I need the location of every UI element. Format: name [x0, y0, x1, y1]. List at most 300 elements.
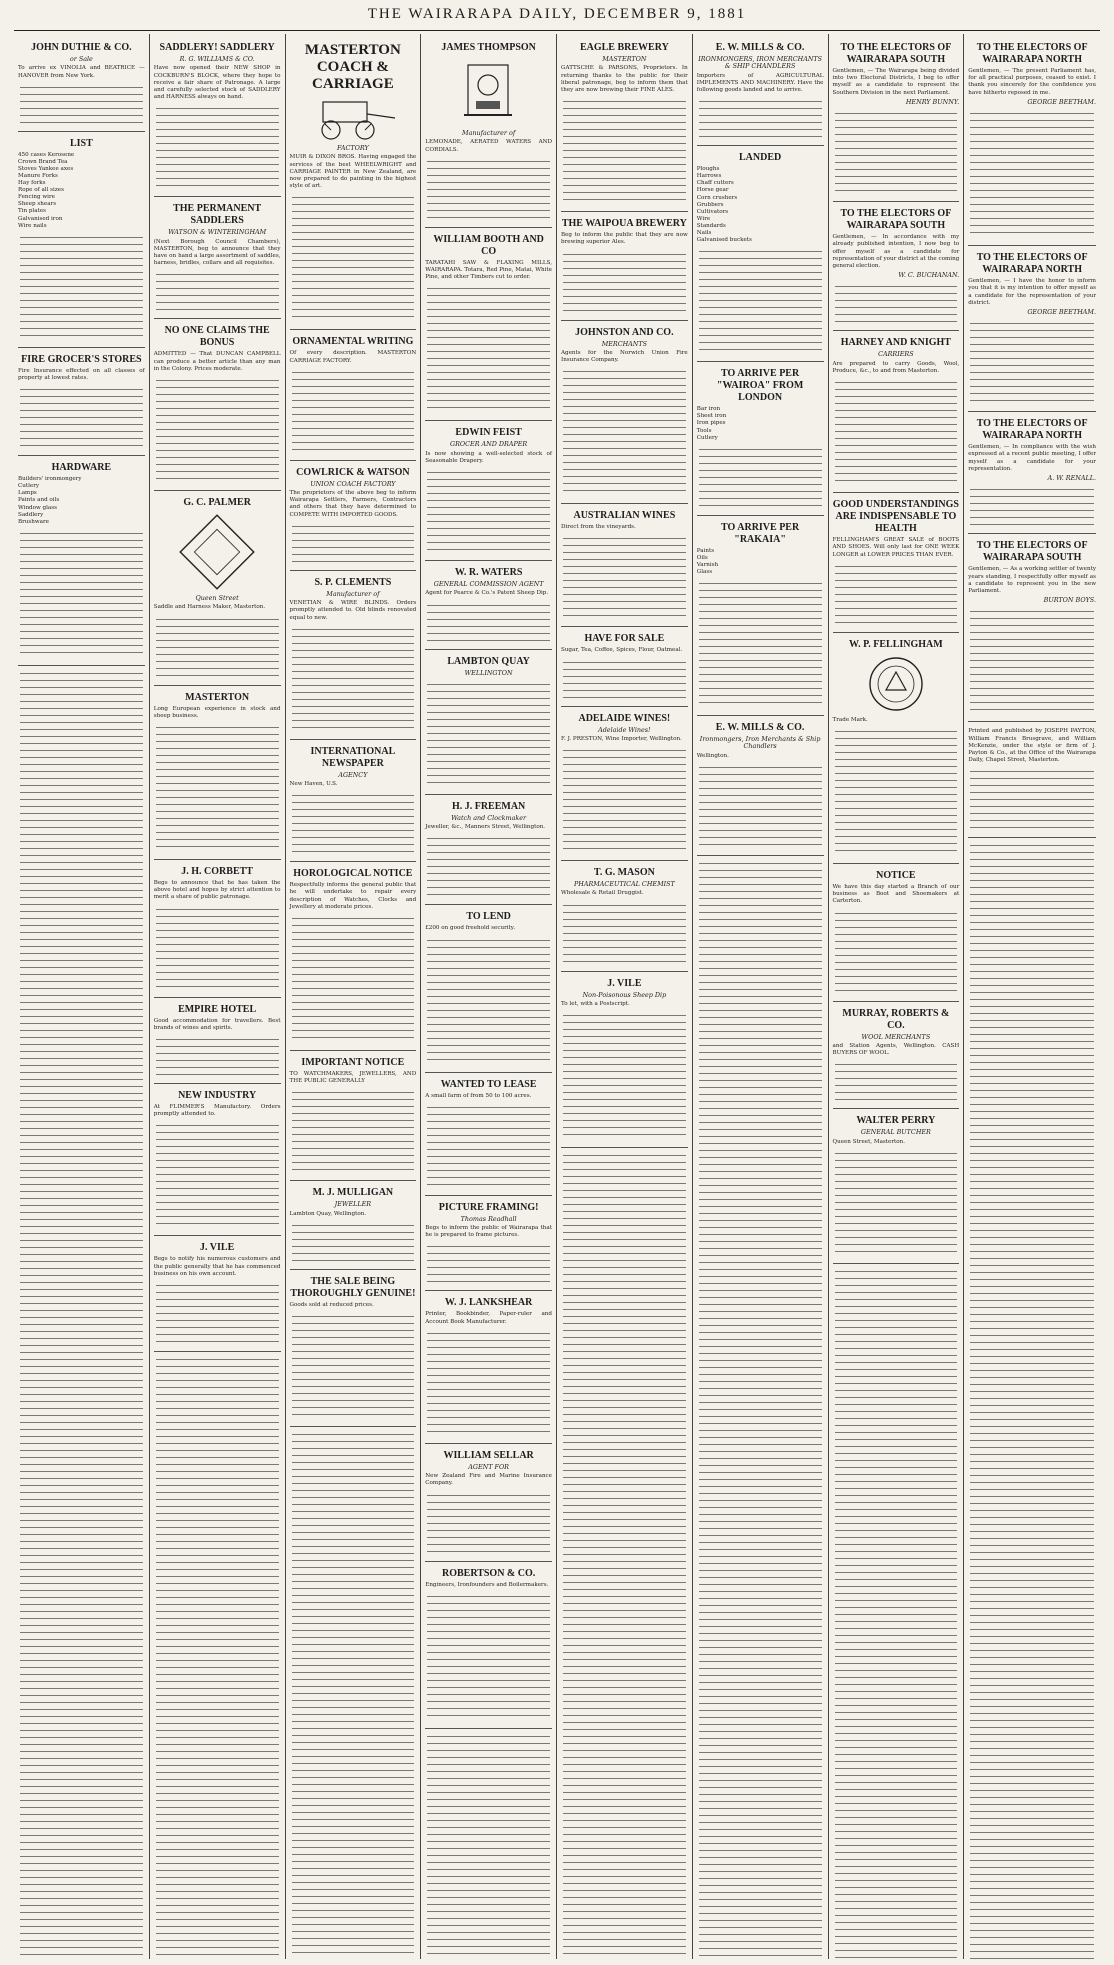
ad-list-item: Brushware	[18, 518, 49, 525]
ad-list-item: Tools	[696, 427, 712, 434]
advertisement	[290, 461, 417, 571]
ad-list-item: Glass	[696, 568, 713, 575]
ad-heading: ADELAIDE WINES!	[578, 712, 671, 724]
ad-illustration	[290, 96, 417, 142]
fine-print	[427, 834, 550, 896]
ad-heading: J. VILE	[199, 1242, 235, 1254]
ad-body: Jeweller, &c., Manners Street, Wellington.	[425, 824, 546, 831]
ad-list-item: Builders' ironmongery	[18, 476, 82, 483]
ad-body: Printed and published by JOSEPH PAYTON, William Francis Brusgrave, and William McKenzie, under the style or firm of J. Payton & Co., at the Office of the Wairarapa Daily, Chapel Street, Masterton.	[968, 728, 1096, 764]
fine-print	[699, 97, 822, 137]
ad-heading: JOHN DUTHIE & CO.	[31, 42, 132, 53]
ad-subheading: MERCHANTS	[601, 339, 648, 348]
masthead: THE WAIRARAPA DAILY, DECEMBER 9, 1881	[367, 6, 747, 22]
ad-heading: J. VILE	[607, 977, 642, 989]
fine-print	[156, 615, 279, 677]
ad-list-item: Sheet iron	[696, 413, 727, 420]
ad-list-item: Ploughs	[696, 166, 720, 173]
fine-print	[427, 1592, 550, 1720]
column-fine-print	[156, 1355, 279, 1959]
ad-heading: WILLIAM BOOTH AND CO	[433, 233, 544, 257]
ad-heading: HOROLOGICAL NOTICE	[293, 868, 413, 880]
ad-heading: EDWIN FEIST	[455, 427, 522, 439]
ad-body: Engineers, Ironfounders and Boilermakers.	[425, 1581, 549, 1588]
column-7	[829, 34, 965, 1959]
ad-body: £200 on good freehold security.	[425, 925, 515, 932]
ad-subheading: FACTORY	[337, 144, 369, 152]
advertisement	[833, 36, 960, 202]
ad-body: Lambton Quay, Wellington.	[289, 1210, 367, 1217]
ad-body: and Station Agents, Wellington. CASH BUYERS OF WOOL.	[832, 1042, 960, 1057]
fine-print	[427, 1242, 550, 1282]
ad-list-item: Tin plates	[18, 208, 47, 215]
fine-print	[292, 1088, 415, 1172]
ad-body: The proprietors of the above beg to inform Wairarapa Settlers, Farmers, Contractors and others that they have determined to COMPETE WITH IMPORTED GOODS.	[289, 490, 417, 518]
advertisement	[425, 1291, 552, 1443]
advertisement	[697, 36, 824, 146]
ad-illustration	[833, 654, 960, 714]
ad-list-item: Sheep shears	[18, 201, 57, 208]
ad-signature: W. C. BUCHANAN.	[898, 271, 960, 280]
advertisement	[290, 1181, 417, 1270]
ad-subheading: Manufacturer of	[462, 129, 516, 137]
fine-print	[20, 233, 143, 339]
ad-body: Gentlemen, — In compliance with the wish expressed at a recent public meeting, I offer myself as a candidate for your representation.	[968, 444, 1096, 472]
ad-subheading: AGENT FOR	[468, 1462, 509, 1471]
ad-heading: M. J. MULLIGAN	[312, 1187, 394, 1199]
advertisement	[561, 36, 688, 212]
ad-heading: EMPIRE HOTEL	[178, 1003, 257, 1015]
ad-body: Gentlemen, — The Wairarapa being divided into two Electoral Districts, I beg to offer myself as a candidate to represent the Southern Division in the next Parliament.	[832, 68, 960, 96]
advertisement	[697, 516, 824, 716]
ad-list-item: Hay forks	[18, 180, 46, 187]
ad-list-item: 450 cases Kerosene	[18, 151, 75, 158]
ad-subheading: Ironmongers, Iron Merchants & Ship Chandlers	[699, 735, 821, 751]
column-4	[421, 34, 557, 1959]
fine-print	[292, 1312, 415, 1418]
ad-list-item: Horse gear	[696, 187, 729, 194]
ad-signature: A. W. RENALL.	[1047, 474, 1096, 483]
fine-print	[970, 607, 1094, 713]
ad-subheading: AGENCY	[338, 770, 368, 779]
advertisement	[154, 1236, 281, 1352]
ad-heading: ORNAMENTAL WRITING	[292, 336, 414, 348]
advertisement	[425, 36, 552, 228]
ad-list	[697, 406, 824, 441]
ad-list-item: Stoves Yankee axes	[18, 165, 74, 172]
ad-body: Beg to inform the public that they are now brewing superior Ales.	[561, 232, 688, 246]
fine-print	[835, 1060, 958, 1100]
ad-subheading: WATSON & WINTERINGHAM	[168, 228, 267, 237]
ad-body: Direct from the vineyards.	[561, 524, 636, 531]
ad-body: F. J. PRESTON, Wine Importer, Wellington.	[561, 735, 682, 742]
ad-heading: GOOD UNDERSTANDINGS ARE INDISPENSABLE TO HEALTH	[832, 499, 959, 535]
ad-body: New Haven, U.S.	[289, 781, 338, 788]
ad-body: Begs to announce that he has taken the above hotel and hopes by strict attention to merit a share of public patronage.	[153, 879, 281, 901]
advertisement	[561, 321, 688, 505]
fine-print	[156, 376, 279, 482]
fine-print	[156, 905, 279, 989]
ad-list-item: Saddlery	[18, 511, 44, 518]
ad-list-item: Cutlery	[18, 483, 40, 490]
ad-list	[18, 152, 145, 230]
ad-body: Printer, Bookbinder, Paper-ruler and Account Book Manufacturer.	[425, 1311, 552, 1325]
ad-body: We have this day started a Branch of our business as Boot and Shoemakers at Carterton.	[832, 883, 960, 905]
column-1	[14, 34, 150, 1959]
advertisement	[154, 998, 281, 1084]
ad-heading: LANDED	[739, 152, 782, 164]
ad-heading: IMPORTANT NOTICE	[301, 1057, 405, 1069]
ad-list	[697, 166, 824, 244]
ad-body: Sugar, Tea, Coffee, Spices, Flour, Oatmeal.	[561, 647, 683, 654]
ad-list-item: Wire	[696, 215, 711, 222]
advertisement	[290, 571, 417, 740]
ad-list-item: Rope of all sizes	[18, 187, 64, 194]
advertisement	[290, 1051, 417, 1181]
column-fine-print	[835, 1267, 958, 1959]
advertisement	[561, 861, 688, 972]
fine-print	[563, 658, 686, 698]
advertisement	[290, 1270, 417, 1427]
ad-list-item: Iron pipes	[696, 420, 726, 427]
advertisement	[833, 493, 960, 633]
ad-body: Goods sold at reduced prices.	[289, 1301, 374, 1308]
advertisement	[18, 348, 145, 456]
ad-heading: JAMES THOMPSON	[441, 42, 536, 53]
ad-list-item: Chaff cutters	[696, 180, 734, 187]
ad-list	[18, 476, 145, 526]
ad-body: (Next Borough Council Chambers), MASTERTON, beg to announce that they have on hand a large assortment of saddles, harness, bridles, collars and all requisites.	[153, 238, 281, 267]
fine-print	[835, 727, 958, 855]
advertisement	[561, 707, 688, 862]
column-6	[693, 34, 829, 1959]
advertisement	[425, 421, 552, 561]
ad-subheading: WOOL MERCHANTS	[861, 1032, 931, 1041]
ad-body: Importers of AGRICULTURAL IMPLEMENTS AND MACHINERY. Have the following goods landed and to arrive.	[696, 72, 824, 93]
ad-heading: T. G. MASON	[593, 867, 655, 879]
ad-body: Have now opened their NEW SHOP in COCKBURN'S BLOCK, where they hope to receive a fair share of Patronage. A large and carefully selected stock of SADDLERY and HARNESS always on hand.	[153, 65, 281, 101]
ad-body: Gentlemen, — As a working settler of twenty years standing, I respectfully offer myself as a candidate to represent you in the new Parliament.	[968, 566, 1096, 594]
fine-print	[156, 1121, 279, 1227]
ad-body: Of every description. MASTERTON CARRIAGE FACTORY.	[289, 350, 417, 364]
fine-print	[563, 367, 686, 495]
column-5	[557, 34, 693, 1959]
fine-print	[699, 247, 822, 353]
ad-heading: W. P. FELLINGHAM	[849, 638, 943, 650]
fine-print	[292, 625, 415, 731]
ad-heading: EAGLE BREWERY	[579, 42, 669, 53]
ad-list-item: Fencing wire	[18, 194, 55, 201]
advertisement	[833, 1002, 960, 1110]
fine-print	[292, 368, 415, 452]
fine-print	[156, 104, 279, 188]
fine-print	[20, 385, 143, 447]
advertisement	[968, 412, 1096, 534]
ad-illustration	[154, 512, 281, 592]
ad-heading: JOHNSTON AND CO.	[575, 326, 674, 338]
fine-print	[699, 763, 822, 847]
ad-heading: HARNEY AND KNIGHT	[840, 337, 951, 349]
advertisement	[154, 1084, 281, 1236]
fine-print	[427, 468, 550, 552]
ad-heading: MASTERTON COACH & CARRIAGE	[304, 42, 401, 92]
ad-subheading: GENERAL BUTCHER	[860, 1128, 931, 1137]
ad-list-item: Bar iron	[696, 406, 721, 413]
ad-body: VENETIAN & WIRE BLINDS. Orders promptly attended to. Old blinds renovated equal to new.	[289, 600, 417, 621]
ad-heading: NOTICE	[876, 869, 916, 881]
advertisement	[968, 722, 1096, 838]
advertisement	[833, 633, 960, 864]
ad-list	[697, 548, 824, 576]
fine-print	[156, 1035, 279, 1075]
column-8	[964, 34, 1100, 1959]
fine-print	[427, 157, 550, 219]
fine-print	[427, 1491, 550, 1553]
ad-body: LEMONADE, AERATED WATERS AND CORDIALS.	[425, 139, 552, 153]
ad-list-item: Standards	[696, 222, 726, 229]
advertisement	[425, 1562, 552, 1729]
ad-subheading: Manufacturer of	[326, 589, 380, 598]
ad-body: ADMITTED — That DUNCAN CAMPBELL can produce a better article than any man in the Colony. Prices moderate.	[153, 351, 281, 372]
ad-heading: TO THE ELECTORS OF WAIRARAPA NORTH	[976, 418, 1088, 442]
advertisement	[833, 202, 960, 331]
ad-subheading: CARRIERS	[878, 350, 914, 359]
ad-body: New Zealand Fire and Marine Insurance Company.	[425, 1473, 552, 1487]
advertisement	[154, 686, 281, 860]
ad-heading: W. R. WATERS	[454, 567, 523, 579]
advertisement	[425, 650, 552, 795]
ad-body: To let, with a Postscript.	[561, 1000, 630, 1007]
ad-heading: LIST	[69, 137, 93, 149]
ad-heading: W. J. LANKSHEAR	[444, 1297, 533, 1309]
advertisement	[425, 228, 552, 422]
fine-print	[292, 791, 415, 853]
ad-subheading: UNION COACH FACTORY	[310, 479, 396, 488]
advertisement	[561, 972, 688, 1149]
fine-print	[292, 193, 415, 321]
fine-print	[970, 767, 1094, 829]
ad-body: Fire Insurance effected on all classes of property at lowest rates.	[18, 367, 145, 381]
column-fine-print	[563, 1151, 686, 1959]
fine-print	[835, 378, 958, 484]
ad-subheading: Queen Street	[195, 594, 239, 603]
ad-list-item: Varnish	[696, 561, 719, 568]
advertisement	[425, 1073, 552, 1196]
ad-body: Begs to inform the public of Wairarapa that he is prepared to frame pictures.	[425, 1225, 552, 1239]
ad-signature: HENRY BUNNY.	[905, 97, 960, 106]
ad-list-item: Paints	[696, 547, 715, 554]
ad-body: Agents for the Norwich Union Fire Insurance Company.	[561, 349, 688, 364]
ad-heading: MASTERTON	[185, 691, 250, 703]
fine-print	[20, 529, 143, 657]
ad-body: Is now showing a well-selected stock of Seasonable Drapery.	[425, 450, 552, 464]
fine-print	[292, 522, 415, 562]
advertisement	[833, 864, 960, 1002]
ad-heading: WALTER PERRY	[856, 1115, 936, 1127]
advertisement	[154, 319, 281, 491]
fine-print	[292, 914, 415, 1042]
ad-subheading: GROCER AND DRAPER	[450, 440, 528, 449]
ad-body: FELLINGHAM'S GREAT SALE of BOOTS AND SHOES. Will only last for ONE WEEK LONGER at LOWER PRICES THAN EVER.	[832, 537, 960, 558]
ad-heading: HARDWARE	[51, 462, 112, 474]
ad-body: At FLIMMER'S Manufactory. Orders promptly attended to.	[153, 1103, 281, 1118]
column-fine-print	[292, 1430, 415, 1959]
ad-body: Queen Street, Masterton.	[832, 1138, 906, 1145]
advertisement	[561, 504, 688, 627]
ad-body: Are prepared to carry Goods, Wool, Produce, &c., to and from Masterton.	[832, 360, 960, 374]
ad-subheading: GENERAL COMMISSION AGENT	[433, 580, 544, 589]
fine-print	[835, 282, 958, 322]
advertisement	[968, 246, 1096, 412]
ad-heading: AUSTRALIAN WINES	[573, 510, 676, 522]
ad-heading: TO THE ELECTORS OF WAIRARAPA SOUTH	[976, 540, 1088, 564]
ad-list-item: Paints and oils	[18, 497, 60, 504]
ad-list-item: Manure Forks	[18, 172, 58, 179]
ad-body: Gentlemen, — The present Parliament has, for all practical purposes, ceased to exist. I thank you sincerely for the confidence you have hitherto reposed in me.	[968, 68, 1096, 96]
ad-list-item: Cutlery	[696, 434, 718, 441]
fine-print	[156, 723, 279, 851]
ad-subheading: Thomas Readhall	[460, 1214, 517, 1223]
column-fine-print	[970, 841, 1094, 1959]
ad-subheading: IRONMONGERS, IRON MERCHANTS & SHIP CHANDLERS	[698, 55, 823, 71]
ad-body: To arrive ex VINOLIA and BEATRICE — HANOVER from New York.	[18, 65, 145, 79]
ad-body: Gentlemen, — In accordance with my already published intention, I now beg to offer myself as a candidate for representation of your district at the coming general election.	[832, 234, 960, 269]
ad-body: MUIR & DIXON BROS. Having engaged the services of the best WHEELWRIGHT and CARRIAGE PAINTER in New Zealand, are now prepared to do painting in the highest style of art.	[289, 154, 417, 190]
ad-list-item: Corn crushers	[696, 194, 738, 201]
ad-subheading: or Sale	[69, 55, 93, 63]
fine-print	[835, 562, 958, 624]
ad-heading: NEW INDUSTRY	[178, 1089, 257, 1101]
ad-body: Gentlemen, — I have the honor to inform you that it is my intention to offer myself as a candidate for the representation of your district.	[968, 278, 1096, 306]
ad-heading: PICTURE FRAMING!	[438, 1201, 539, 1213]
fine-print	[563, 250, 686, 312]
column-3	[286, 34, 422, 1959]
ad-body: Wholesale & Retail Druggist.	[561, 890, 644, 897]
ad-list-item: Lamps	[18, 490, 37, 497]
ad-heading: LAMBTON QUAY	[447, 655, 530, 667]
advertisement	[425, 561, 552, 650]
fine-print	[699, 445, 822, 507]
ad-heading: HAVE FOR SALE	[584, 633, 665, 645]
ad-body: Begs to notify his numerous customers and the public generally that he has commenced business on his own account.	[153, 1256, 281, 1277]
advertisement	[697, 362, 824, 515]
fine-print	[427, 936, 550, 1064]
ad-heading: H. J. FREEMAN	[451, 800, 526, 812]
ad-heading: TO LEND	[466, 911, 511, 923]
ad-subheading: R. G. WILLIAMS & CO.	[179, 55, 255, 63]
ad-subheading: WELLINGTON	[464, 668, 513, 677]
ad-heading: INTERNATIONAL NEWSPAPER	[310, 745, 396, 769]
ad-heading: THE PERMANENT SADDLERS	[173, 203, 262, 227]
ad-list-item: Cultivators	[696, 208, 729, 215]
ad-subheading: JEWELLER	[334, 1200, 372, 1209]
advertisement	[154, 491, 281, 686]
masthead-rule	[14, 30, 1100, 31]
fine-print	[427, 1329, 550, 1435]
ad-heading: THE WAIPOUA BREWERY	[561, 218, 687, 230]
ad-body: Trade Mark.	[832, 716, 868, 723]
ad-heading: WILLIAM SELLAR	[443, 1449, 534, 1461]
ad-body: Wellington.	[696, 752, 729, 759]
ad-heading: TO THE ELECTORS OF WAIRARAPA SOUTH	[840, 42, 952, 65]
fine-print	[563, 1011, 686, 1139]
fine-print	[292, 1221, 415, 1261]
fine-print	[699, 579, 822, 707]
advertisement	[425, 1444, 552, 1562]
advertisement	[154, 36, 281, 197]
ad-illustration	[425, 57, 552, 127]
ad-body: Saddle and Harness Maker, Masterton.	[153, 604, 266, 611]
ad-body: Respectfully informs the general public that he will undertake to repair every description of Watches, Clocks and Jewellery at moderate prices.	[289, 882, 417, 910]
fine-print	[427, 601, 550, 641]
ad-body: Good accommodation for travellers. Best brands of wines and spirits.	[153, 1017, 281, 1031]
column-fine-print	[427, 1732, 550, 1959]
ad-list-item: Galvanised iron	[18, 215, 63, 222]
ad-list-item: Crown Brand Tea	[18, 158, 68, 165]
ad-heading: J. H. CORBETT	[181, 865, 253, 877]
fine-print	[427, 1103, 550, 1187]
column-fine-print	[699, 859, 822, 1959]
fine-print	[427, 284, 550, 412]
fine-print	[970, 109, 1094, 237]
ad-heading: SADDLERY! SADDLERY	[159, 42, 275, 53]
ad-heading: COWLRICK & WATSON	[296, 466, 410, 478]
advertisement	[833, 331, 960, 493]
column-grid	[14, 34, 1100, 1959]
ad-subheading: Non-Poisonous Sheep Dip	[582, 990, 667, 999]
advertisement	[968, 534, 1096, 722]
ad-signature: GEORGE BEETHAM.	[1027, 97, 1096, 106]
ad-heading: TO THE ELECTORS OF WAIRARAPA SOUTH	[840, 208, 952, 232]
ad-heading: TO ARRIVE PER "WAIROA" FROM LONDON	[716, 368, 804, 404]
ad-list-item: Galvanised buckets	[696, 237, 752, 244]
ad-body: Long European experience in stock and sheep business.	[153, 705, 281, 719]
ad-heading: TO THE ELECTORS OF WAIRARAPA NORTH	[976, 42, 1088, 65]
fine-print	[563, 746, 686, 852]
advertisement	[290, 862, 417, 1051]
ad-signature: BURTON BOYS.	[1043, 596, 1096, 605]
advertisement	[968, 36, 1096, 246]
fine-print	[156, 270, 279, 310]
ad-heading: NO ONE CLAIMS THE BONUS	[164, 325, 270, 349]
ad-signature: GEORGE BEETHAM.	[1027, 307, 1096, 316]
ad-list-item: Grubbers	[696, 201, 724, 208]
advertisement	[425, 795, 552, 906]
ad-heading: S. P. CLEMENTS	[314, 576, 392, 588]
fine-print	[835, 1149, 958, 1255]
ad-list-item: Window glass	[18, 504, 58, 511]
advertisement	[18, 132, 145, 348]
ad-subheading: MASTERTON	[602, 55, 647, 63]
advertisement	[18, 36, 145, 132]
advertisement	[18, 456, 145, 666]
advertisement	[561, 212, 688, 320]
fine-print	[20, 83, 143, 123]
column-2	[150, 34, 286, 1959]
advertisement	[290, 740, 417, 863]
fine-print	[563, 97, 686, 203]
ad-heading: WANTED TO LEASE	[440, 1078, 537, 1090]
ad-heading: E. W. MILLS & CO.	[715, 722, 805, 734]
ad-body: TO WATCHMAKERS, JEWELLERS, AND THE PUBLIC GENERALLY	[289, 1071, 417, 1085]
fine-print	[156, 1281, 279, 1343]
ad-body: GATTSCHE & PARSONS, Proprietors. In returning thanks to the public for their liberal patronage, beg to inform them that they are now brewing their FINE ALES.	[561, 65, 688, 93]
fine-print	[427, 680, 550, 786]
ad-subheading: Watch and Clockmaker	[451, 813, 527, 822]
ad-body: A small farm of from 50 to 100 acres.	[425, 1092, 532, 1099]
fine-print	[835, 909, 958, 993]
ad-body: Agent for Pearce & Co.'s Patent Sheep Dip.	[425, 590, 549, 597]
